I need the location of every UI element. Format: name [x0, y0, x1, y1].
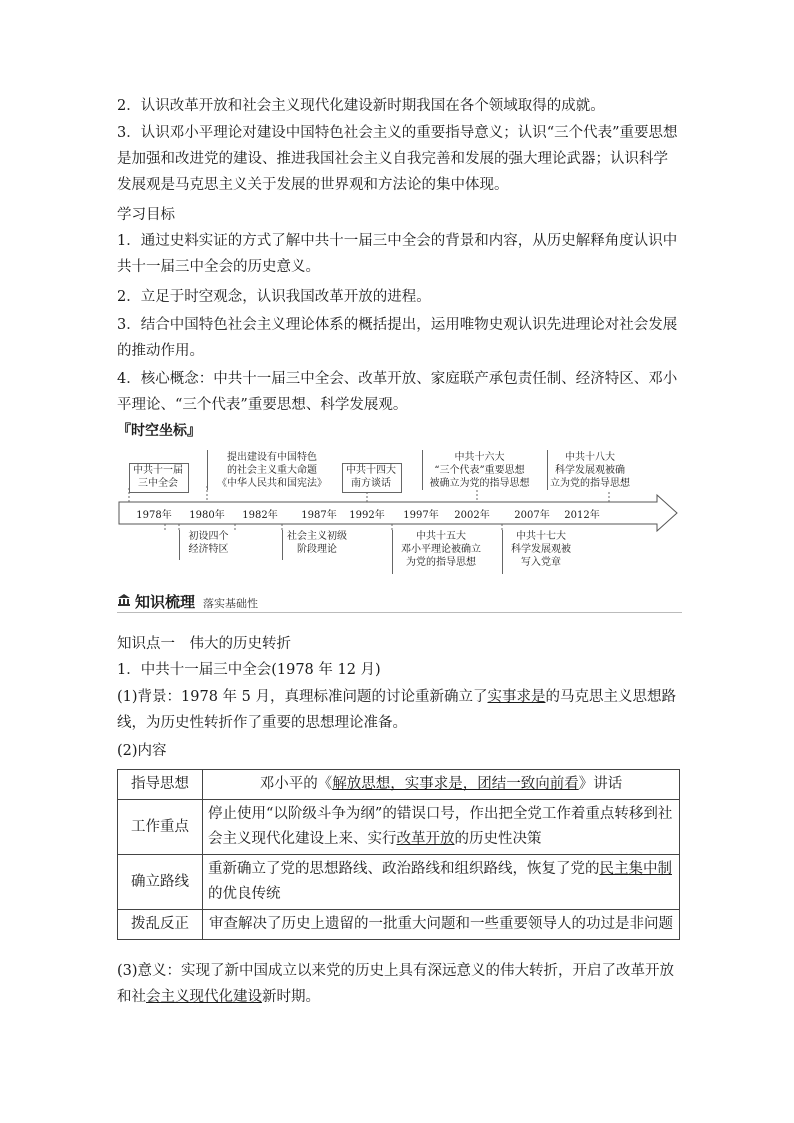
item-1: 1．中共十一届三中全会(1978 年 12 月) [117, 662, 381, 678]
year-1982: 1982年 [242, 510, 278, 521]
year-2007: 2007年 [514, 510, 550, 521]
year-1980: 1980年 [189, 510, 225, 521]
section-header [117, 590, 682, 613]
paragraph-3: 3．认识邓小平理论对建设中国特色社会主义的重要指导意义；认识“三个代表”重要思想是加强和改进党的建设、推进我国社会主义自我完善和发展的强大理论武器；认识科学发展观是马克思主义关于发展的世界观和方法论的集中体现。 [117, 125, 678, 193]
event-1982: 提出建设有中国特色 的社会主义重大命题 《中华人民共和国宪法》 [217, 452, 327, 489]
landmark-icon [117, 593, 131, 611]
row-cell: 邓小平的《解放思想，实事求是，团结一致向前看》讲话 [203, 770, 680, 800]
section-subtitle: 落实基础性 [203, 597, 258, 610]
knowledge-point-title: 知识点一 伟大的历史转折 [117, 636, 291, 652]
event-2007: 中共十七大 科学发展观被 写入党章 [511, 531, 571, 568]
goal-1: 1．通过史料实证的方式了解中共十一届三中全会的背景和内容，从历史解释角度认识中共十一届三中全会的历史意义。 [117, 233, 678, 275]
row-header: 确立路线 [118, 855, 203, 910]
paragraph-2: 2．认识改革开放和社会主义现代化建设新时期我国在各个领域取得的成就。 [117, 98, 605, 114]
event-1992: 中共十四大 南方谈话 [346, 465, 396, 489]
table-row [118, 910, 680, 940]
significance-paragraph: (3)意义：实现了新中国成立以来党的历史上具有深远意义的伟大转折，开启了改革开放和社会主义现代化建设新时期。 [117, 963, 675, 1005]
event-1987: 社会主义初级 阶段理论 [287, 531, 347, 555]
row-header: 指导思想 [118, 770, 203, 800]
event-1978: 中共十一届 三中全会 [133, 465, 183, 489]
year-1987: 1987年 [301, 510, 337, 521]
row-header: 拨乱反正 [118, 910, 203, 940]
row-header: 工作重点 [118, 800, 203, 855]
goal-4: 4．核心概念：中共十一届三中全会、改革开放、家庭联产承包责任制、经济特区、邓小平理论、“三个代表”重要思想、科学发展观。 [117, 371, 678, 413]
table-row [118, 800, 680, 855]
event-2002: 中共十六大 “三个代表”重要思想 被确立为党的指导思想 [429, 452, 530, 489]
goals-heading: 学习目标 [117, 207, 175, 223]
goal-3: 3．结合中国特色社会主义理论体系的概括提出，运用唯物史观认识先进理论对社会发展的推动作用。 [117, 317, 678, 359]
content-heading: (2)内容 [117, 743, 167, 759]
year-1997: 1997年 [403, 510, 439, 521]
section-title: 知识梳理 [135, 593, 196, 611]
table-row [118, 770, 680, 800]
year-2002: 2002年 [454, 510, 490, 521]
row-cell: 停止使用“以阶级斗争为纲”的错误口号，作出把全党工作着重点转移到社会主义现代化建设上来、实行改革开放的历史性决策 [203, 800, 680, 855]
row-cell: 审查解决了历史上遗留的一批重大问题和一些重要领导人的功过是非问题 [203, 910, 680, 940]
underline-shishiqiushi: 实事求是 [487, 689, 546, 705]
row-cell: 重新确立了党的思想路线、政治路线和组织路线，恢复了党的民主集中制的优良传统 [203, 855, 680, 910]
timeline-title: 『时空坐标』 [117, 423, 201, 439]
table-row [118, 855, 680, 910]
event-box-1980 [179, 530, 180, 560]
year-1992: 1992年 [349, 510, 385, 521]
event-1980: 初设四个 经济特区 [188, 531, 229, 555]
year-2012: 2012年 [564, 510, 600, 521]
background-paragraph: (1)背景：1978 年 5 月，真理标准问题的讨论重新确立了实事求是的马克思主义思想路线，为历史性转折作了重要的思想理论准备。 [117, 689, 676, 731]
event-1997: 中共十五大 邓小平理论被确立 为党的指导思想 [401, 531, 481, 568]
goal-2: 2．立足于时空观念，认识我国改革开放的进程。 [117, 289, 431, 305]
content-table [117, 769, 680, 940]
timeline [117, 448, 682, 578]
year-1978: 1978年 [136, 510, 172, 521]
event-2012: 中共十八大 科学发展观被确 立为党的指导思想 [550, 452, 630, 489]
